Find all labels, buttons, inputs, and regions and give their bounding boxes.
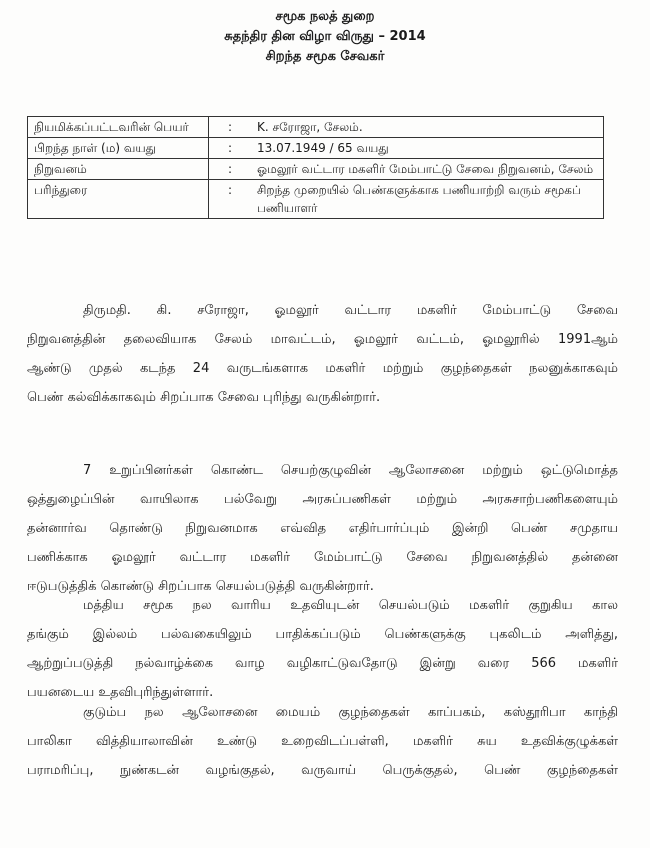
- paragraph-line: நிறுவனத்தின் தலைவியாக சேலம் மாவட்டம், ஓமலூர் வட்டம், ஓமலூரில் 1991ஆம்: [27, 332, 618, 347]
- paragraph-line: பாலிகா வித்தியாலாவின் உண்டு உறைவிடப்பள்ளி, மகளிர் சுய உதவிக்குழுக்கள்: [27, 734, 618, 749]
- table-value: ஓமலூர் வட்டார மகளிர் மேம்பாட்டு சேவை நிறுவனம், சேலம்: [251, 159, 604, 180]
- table-colon: :: [209, 138, 252, 159]
- paragraph-line: பராமரிப்பு, நுண்கடன் வழங்குதல், வருவாய் பெருக்குதல், பெண் குழந்தைகள்: [27, 763, 618, 778]
- paragraph-line: மத்திய சமூக நல வாரிய உதவியுடன் செயல்படும் மகளிர் குறுகிய கால: [83, 598, 618, 613]
- paragraph-line: தங்கும் இல்லம் பல்வகையிலும் பாதிக்கப்படும் பெண்களுக்கு புகலிடம் அளித்து,: [27, 627, 618, 642]
- paragraph-line: பணிக்காக ஓமலூர் வட்டார மகளிர் மேம்பாட்டு சேவை நிறுவனத்தில் தன்னை: [27, 550, 618, 565]
- paragraph-line: ஒத்துழைப்பின் வாயிலாக பல்வேறு அரசுப்பணிகள் மற்றும் அரசுசாற்பணிகளையும்: [27, 492, 618, 507]
- table-colon: :: [209, 159, 252, 180]
- table-value: 13.07.1949 / 65 வயது: [251, 138, 604, 159]
- paragraph-line: திருமதி. கி. சரோஜா, ஓமலூர் வட்டார மகளிர் மேம்பாட்டு சேவை: [83, 303, 618, 318]
- table-label: பிறந்த நாள் (ம) வயது: [28, 138, 209, 159]
- paragraph-4: [27, 698, 618, 785]
- paragraph-line: ஈடுபடுத்திக் கொண்டு சிறப்பாக செயல்படுத்தி வருகின்றார்.: [27, 579, 374, 594]
- paragraph-line: ஆற்றுப்படுத்தி நல்வாழ்க்கை வாழ வழிகாட்டுவதோடு இன்று வரை 566 மகளிர்: [27, 656, 618, 671]
- paragraph-line: குடும்ப நல ஆலோசனை மையம் குழந்தைகள் காப்பகம், கஸ்தூரிபா காந்தி: [83, 705, 618, 720]
- table-label: நியமிக்கப்பட்டவரின் பெயர்: [28, 117, 209, 138]
- paragraph-line: 7 உறுப்பினர்கள் கொண்ட செயற்குழுவின் ஆலோசனை மற்றும் ஒட்டுமொத்த: [83, 463, 618, 478]
- table-value: சிறந்த முறையில் பெண்களுக்காக பணியாற்றி வரும் சமூகப் பணியாளர்: [251, 180, 604, 219]
- award-category: சிறந்த சமூக சேவகர்: [265, 49, 385, 64]
- paragraph-line: பெண் கல்விக்காகவும் சிறப்பாக சேவை புரிந்து வருகின்றார்.: [27, 390, 381, 405]
- table-row: [28, 117, 604, 138]
- department-title: சமூக நலத் துறை: [275, 9, 375, 24]
- paragraph-line: தன்னார்வ தொண்டு நிறுவனமாக எவ்வித எதிர்பார்ப்பும் இன்றி பெண் சமுதாய: [27, 521, 618, 536]
- table-row: [28, 180, 604, 219]
- table-label: பரிந்துரை: [28, 180, 209, 219]
- award-title: சுதந்திர தின விழா விருது – 2014: [224, 29, 426, 44]
- table-colon: :: [209, 117, 252, 138]
- paragraph-line: பயனடைய உதவிபுரிந்துள்ளார்.: [27, 685, 214, 700]
- table-row: [28, 159, 604, 180]
- nominee-info-table: [27, 116, 604, 219]
- paragraph-1: [27, 296, 618, 412]
- table-colon: :: [209, 180, 252, 219]
- paragraph-line: ஆண்டு முதல் கடந்த 24 வருடங்களாக மகளிர் மற்றும் குழந்தைகள் நலனுக்காகவும்: [27, 361, 618, 376]
- paragraph-3: [27, 591, 618, 707]
- table-row: [28, 138, 604, 159]
- table-label: நிறுவனம்: [28, 159, 209, 180]
- table-value: K. சரோஜா, சேலம்.: [251, 117, 604, 138]
- paragraph-2: [27, 456, 618, 601]
